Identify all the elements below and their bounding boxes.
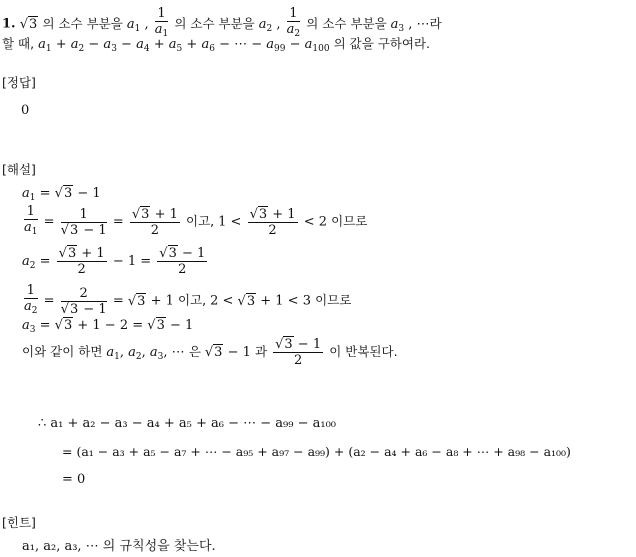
solution-line-8: = (a₁ − a₃ + a₅ − a₇ + ⋯ − a₉₅ + a₉₇ − a₉₉) + (a₂ − a₄ + a₆ − a₈ + ⋯ + a₉₈ − a₁₀₀): [62, 444, 571, 459]
solution-label: [해설]: [2, 162, 36, 177]
solution-line-4: $\frac{1}{a_2}$ = $\frac{2}{√3 - 1}$ = √3 + 1 이고, 2 < √3 + 1 < 3 이므로: [24, 283, 352, 317]
answer-value: 0: [21, 103, 30, 118]
problem-intro-visual: √3 의 소수 부분을 $a_1$ , $\frac{1}{a_1}$ 의 소수 부분을 $a_2$ , $\frac{1}{a_2}$ 의 소수 부분을 $a_3$ , ⋯라: [19, 6, 442, 39]
problem-ask: 할 때, $a_1 + a_2 - a_3 - a_4 + a_5 + a_6$ − ⋯ − $a_{99} - a_{100}$ 의 값을 구하여라.: [2, 36, 431, 54]
solution-line-6: 이와 같이 하면 $a_1$, $a_2$, $a_3$, ⋯ 은 √3 − 1 과 $\frac{√3 - 1}{2}$ 이 반복된다.: [22, 337, 398, 368]
problem-number: 1.: [2, 16, 16, 32]
hint-text: a₁, a₂, a₃, ⋯ 의 규칙성을 찾는다.: [22, 539, 216, 554]
solution-line-5: $a_3 = √3 + 1 - 2 = √3 - 1$: [22, 318, 194, 335]
hint-label: [힌트]: [2, 515, 36, 530]
solution-line-7: ∴ a₁ + a₂ − a₃ − a₄ + a₅ + a₆ − ⋯ − a₉₉ − a₁₀₀: [38, 416, 336, 431]
solution-line-2: $\frac{1}{a_1}$ = $\frac{1}{√3 - 1}$ = $\frac{√3 + 1}{2}$ 이고, 1 < $\frac{√3 + 1}{2}$ < 2 이므로: [24, 204, 368, 238]
answer-label: [정답]: [2, 75, 36, 90]
solution-line-9: = 0: [62, 472, 86, 487]
solution-line-3: $a_2$ = $\frac{√3 + 1}{2}$ − 1 = $\frac{√3 - 1}{2}$: [22, 246, 206, 277]
solution-line-1: $a_1 = √3 - 1$: [22, 186, 101, 203]
